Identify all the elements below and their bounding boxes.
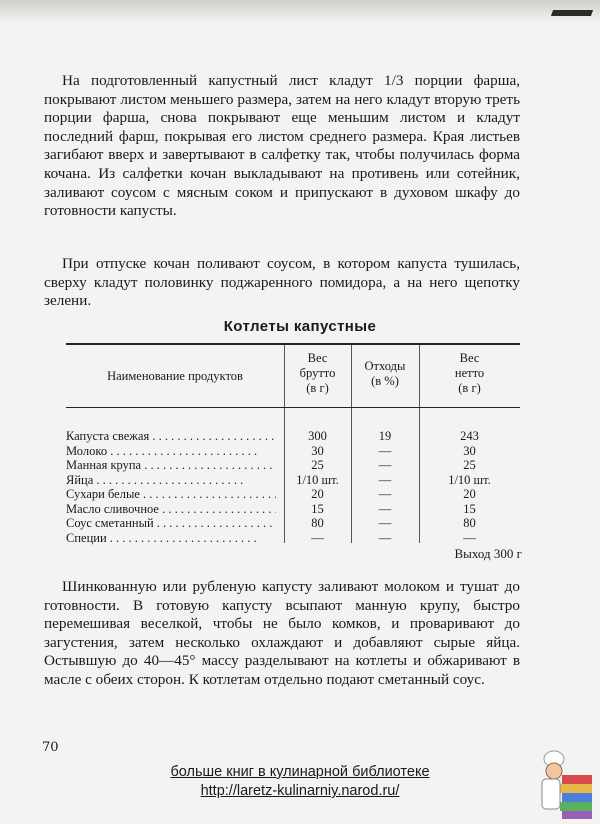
recipe-yield: Выход 300 г bbox=[454, 546, 522, 561]
paragraph-serving: При отпуске кочан поливают соусом, в котором капуста тушилась, сверху кладут половинку поджаренного помидора, а на него щепотку зелени. bbox=[44, 255, 520, 310]
table-row bbox=[66, 473, 520, 488]
ingredient-name: Специи . . . bbox=[66, 531, 276, 546]
net-weight: 20 bbox=[463, 487, 476, 501]
ingredient-name: Манная крупа . . . bbox=[66, 458, 276, 473]
table-row bbox=[66, 516, 520, 531]
waste-percent: — bbox=[378, 516, 392, 530]
table-row bbox=[66, 502, 520, 517]
net-weight: 243 bbox=[460, 429, 479, 443]
books-chef-logo-icon bbox=[532, 745, 596, 821]
library-footer-link[interactable]: http://laretz-kulinarniy.narod.ru/ bbox=[200, 783, 400, 799]
page-top-edge bbox=[0, 0, 600, 22]
waste-percent: — bbox=[378, 530, 392, 545]
net-weight: 80 bbox=[463, 516, 476, 530]
recipe-title: Котлеты капустные bbox=[223, 318, 377, 335]
table-top-rule bbox=[66, 343, 520, 345]
table-row bbox=[66, 458, 520, 473]
ingredient-name: Сухари белые . . . bbox=[66, 487, 276, 502]
gross-weight: 300 bbox=[308, 429, 327, 443]
ingredient-name: Соус сметанный . . . bbox=[66, 516, 276, 531]
ingredient-name: Капуста свежая . . . bbox=[66, 429, 276, 444]
paragraph-stuffed-cabbage: На подготовленный капустный лист кладут 1/3 порции фарша, покрывают листом меньшего размера, затем на него кладут вторую треть порции фарша, снова покрывают еще меньшим листом и кладут последний фарш, покрывая его листом среднего размера. Края листьев загибают вверх и завертывают в салфетку так, чтобы получилась форма кочана. Из салфетки кочан выкладывают на противень или сотейник, заливают соусом с мясным соком и припускают в духовом шкафу до готовности капусты. bbox=[44, 72, 520, 220]
header-waste: Отходы (в %) bbox=[364, 359, 406, 388]
waste-percent: — bbox=[378, 458, 392, 472]
net-weight: — bbox=[463, 530, 476, 545]
header-bottom-rule bbox=[66, 407, 520, 408]
gross-weight: 1/10 шт. bbox=[296, 472, 339, 487]
waste-percent: — bbox=[378, 487, 392, 501]
table-row bbox=[66, 429, 520, 444]
header-product-name: Наименование продуктов bbox=[107, 369, 243, 383]
paragraph-cutlets-method: Шинкованную или рубленую капусту заливают молоком и тушат до готовности. В готовую капусту всыпают манную крупу, быстро перемешивая веселкой, чтобы не было комков, и проваривают до загустения, затем несколько охлаждают и добавляют сырые яйца. Остывшую до 40—45° массу разделывают на котлеты и обжаривают в масле с обеих сторон. К котлетам отдельно подают сметанный соус. bbox=[44, 578, 520, 688]
ingredient-name: Яйца . . . bbox=[66, 473, 276, 488]
net-weight: 30 bbox=[463, 443, 476, 458]
library-footer-text[interactable]: больше книг в кулинарной библиотеке bbox=[170, 764, 430, 780]
gross-weight: 25 bbox=[311, 458, 324, 472]
page-number: 70 bbox=[42, 740, 59, 755]
table-row bbox=[66, 531, 520, 546]
waste-percent: — bbox=[378, 472, 392, 487]
gross-weight: 20 bbox=[311, 487, 324, 501]
gross-weight: — bbox=[311, 530, 324, 545]
header-gross-weight: Вес брутто (в г) bbox=[299, 351, 336, 395]
waste-percent: 19 bbox=[378, 429, 392, 443]
ingredient-name: Молоко . . . bbox=[66, 444, 276, 459]
table-row bbox=[66, 444, 520, 459]
net-weight: 15 bbox=[463, 501, 476, 516]
corner-scan-mark bbox=[551, 10, 593, 16]
table-row bbox=[66, 487, 520, 502]
ingredient-name: Масло сливочное . . . bbox=[66, 502, 276, 517]
gross-weight: 30 bbox=[311, 443, 324, 458]
waste-percent: — bbox=[378, 501, 392, 516]
waste-percent: — bbox=[378, 443, 392, 458]
gross-weight: 80 bbox=[311, 516, 324, 530]
net-weight: 1/10 шт. bbox=[448, 472, 491, 487]
net-weight: 25 bbox=[463, 458, 476, 472]
gross-weight: 15 bbox=[311, 501, 324, 516]
header-net-weight: Вес нетто (в г) bbox=[454, 351, 485, 395]
